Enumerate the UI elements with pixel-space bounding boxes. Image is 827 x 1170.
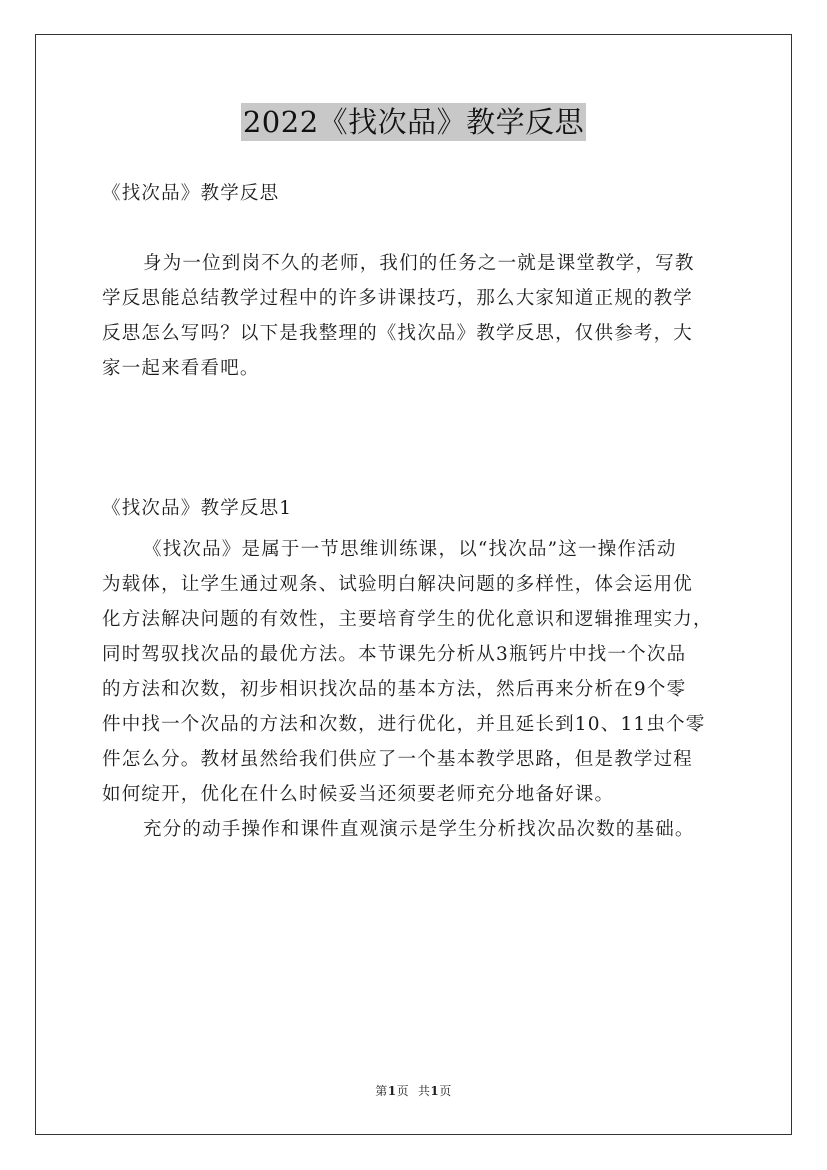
paragraph-line: 同时驾驭找次品的最优方法。本节课先分析从3瓶钙片中找一个次品 (102, 644, 687, 665)
document-subtitle: 《找次品》教学反思 (102, 183, 280, 204)
paragraph-line: 件中找一个次品的方法和次数，进行优化，并且延长到10、11虫个零 (102, 714, 706, 735)
closing-paragraph (102, 812, 734, 847)
document-body (102, 176, 734, 847)
spacer (102, 211, 734, 246)
section-paragraph (102, 532, 734, 812)
paragraph-line: 《找次品》是属于一节思维训练课，以“找次品”这一操作活动 (143, 539, 677, 560)
intro-paragraph (102, 246, 734, 386)
paragraph-line: 的方法和次数，初步相识找次品的基本方法，然后再来分析在9个零 (102, 679, 687, 700)
paragraph-line: 件怎么分。教材虽然给我们供应了一个基本教学思路，但是教学过程 (102, 749, 694, 770)
page-number: 1 (387, 1084, 397, 1098)
title-container (0, 103, 827, 141)
total-pages: 1 (430, 1084, 440, 1098)
paragraph-line: 为载体，让学生通过观条、试验明白解决问题的多样性，体会运用优 (102, 574, 694, 595)
section-heading: 《找次品》教学反思1 (102, 498, 293, 519)
spacer (102, 421, 734, 456)
paragraph-line: 身为一位到岗不久的老师，我们的任务之一就是课堂教学，写教 (143, 253, 695, 274)
total-prefix: 共 (417, 1084, 431, 1098)
spacer (102, 456, 734, 491)
page-footer (0, 1082, 827, 1099)
paragraph-line: 如何绽开，优化在什么时候妥当还须要老师充分地备好课。 (102, 784, 615, 805)
paragraph-line: 反思怎么写吗？以下是我整理的《找次品》教学反思，仅供参考，大 (102, 323, 694, 344)
total-suffix: 页 (439, 1084, 452, 1098)
page-suffix: 页 (396, 1084, 410, 1098)
paragraph-line: 充分的动手操作和课件直观演示是学生分析找次品次数的基础。 (143, 819, 695, 840)
spacer (102, 386, 734, 421)
page-prefix: 第 (375, 1084, 388, 1098)
paragraph-line: 家一起来看看吧。 (102, 358, 260, 379)
document-title: 2022《找次品》教学反思 (242, 105, 585, 139)
paragraph-line: 学反思能总结教学过程中的许多讲课技巧，那么大家知道正规的教学 (102, 288, 694, 309)
paragraph-line: 化方法解决问题的有效性，主要培育学生的优化意识和逻辑推理实力， (102, 609, 713, 630)
